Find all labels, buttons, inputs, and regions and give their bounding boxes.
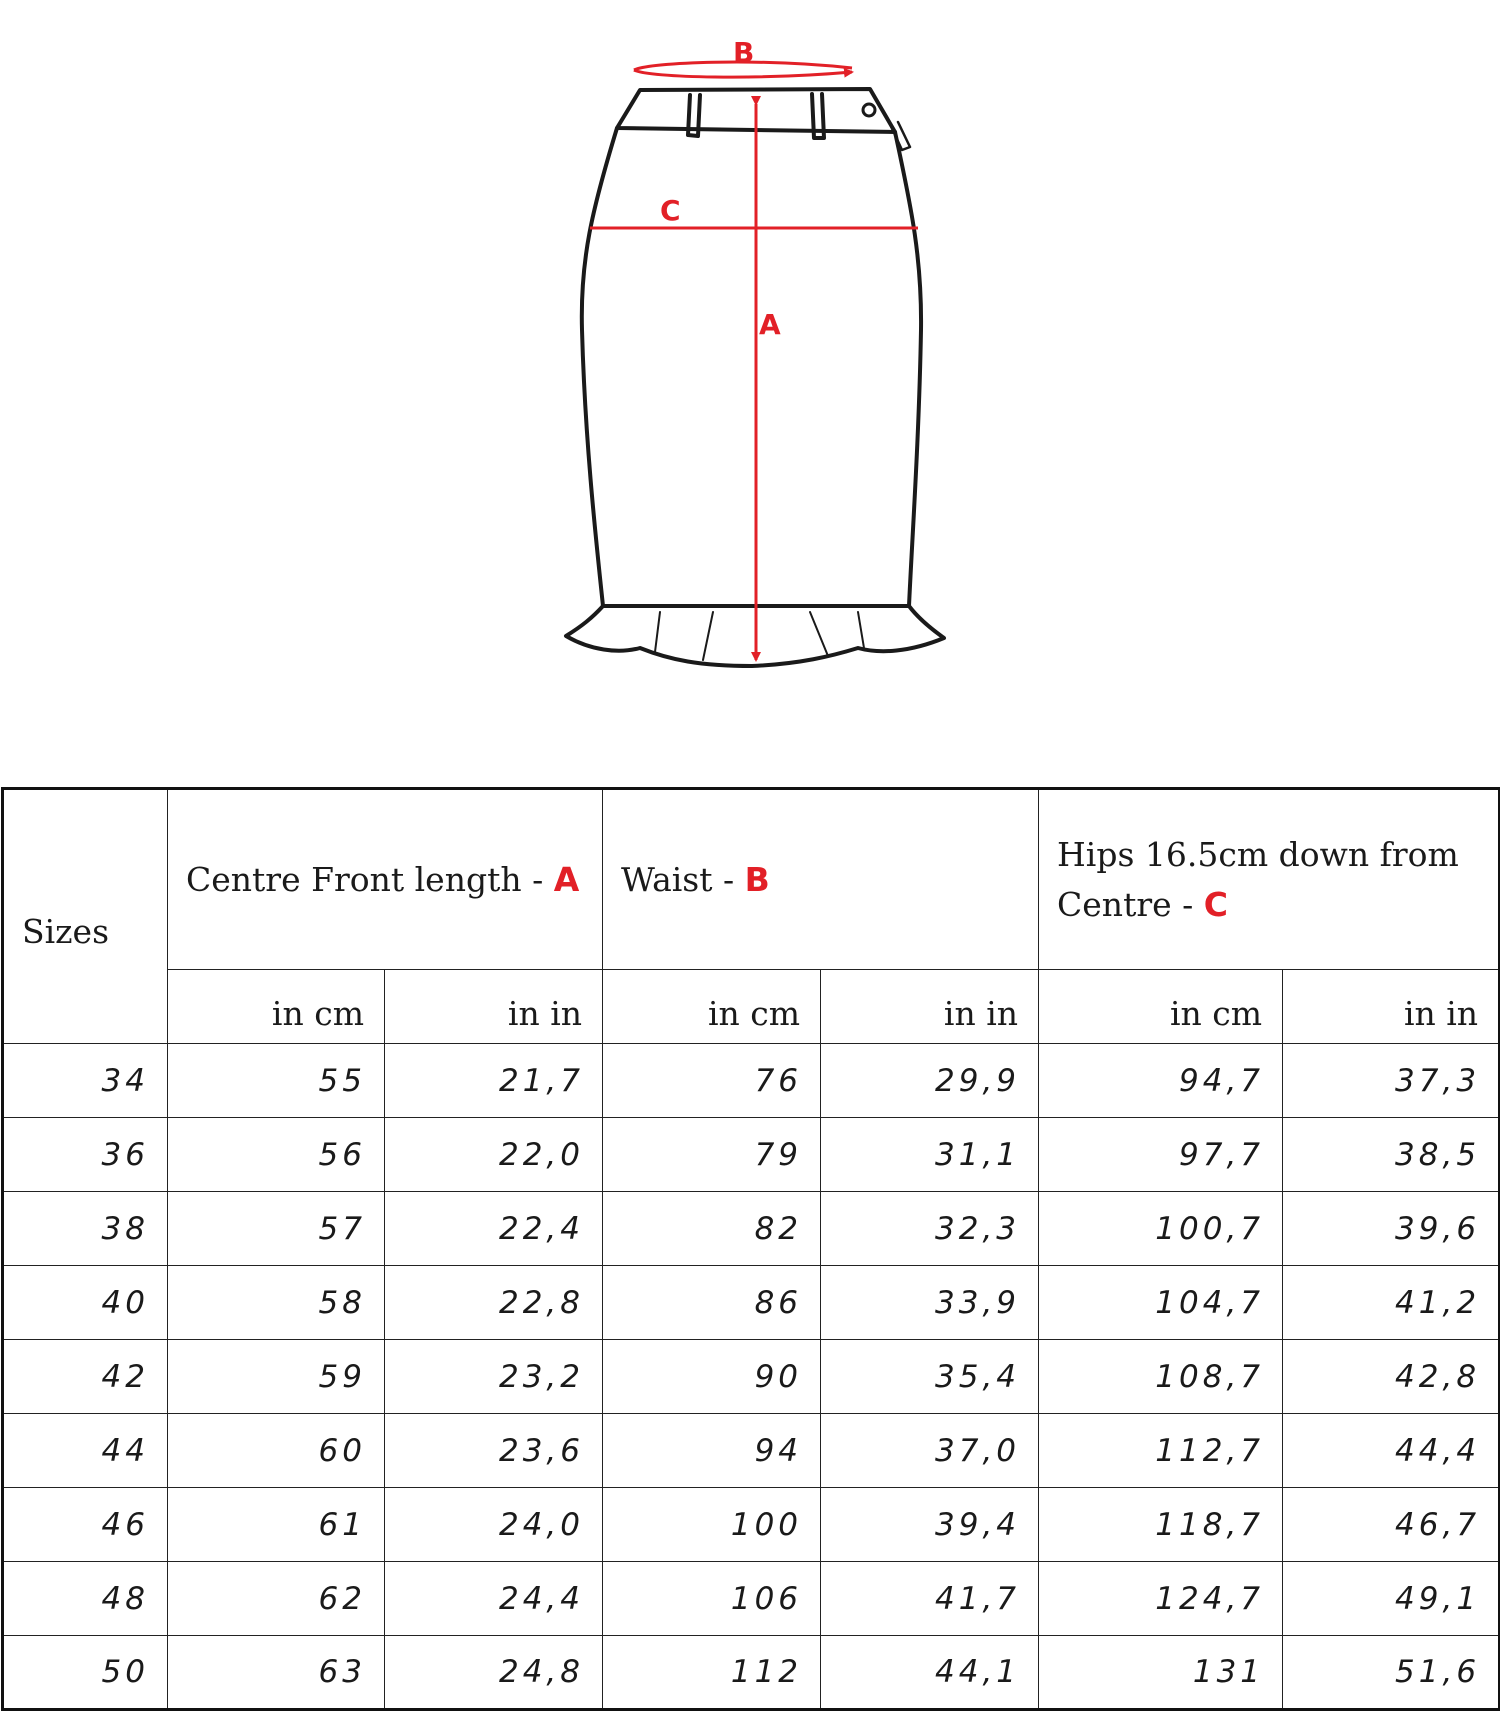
- header-b-letter: B: [744, 859, 770, 899]
- cell-waist-cm: 82: [603, 1192, 821, 1266]
- header-waist: [603, 789, 1039, 970]
- cell-length-cm: 57: [168, 1192, 385, 1266]
- cell-size: 46: [3, 1488, 168, 1562]
- cell-length-in: 23,6: [385, 1414, 603, 1488]
- table-row: [3, 1044, 1500, 1118]
- cell-length-cm: 60: [168, 1414, 385, 1488]
- cell-length-cm: 59: [168, 1340, 385, 1414]
- cell-hips-in: 39,6: [1283, 1192, 1500, 1266]
- cell-hips-in: 46,7: [1283, 1488, 1500, 1562]
- table-row: [3, 1562, 1500, 1636]
- cell-hips-cm: 131: [1039, 1636, 1283, 1710]
- cell-size: 50: [3, 1636, 168, 1710]
- header-a-text: Centre Front length -: [186, 859, 554, 899]
- cell-waist-in: 41,7: [821, 1562, 1039, 1636]
- cell-length-cm: 63: [168, 1636, 385, 1710]
- header-hips: [1039, 789, 1500, 970]
- header-b-text: Waist -: [621, 859, 745, 899]
- cell-waist-cm: 112: [603, 1636, 821, 1710]
- cell-waist-in: 35,4: [821, 1340, 1039, 1414]
- cell-size: 34: [3, 1044, 168, 1118]
- cell-hips-in: 38,5: [1283, 1118, 1500, 1192]
- cell-hips-cm: 104,7: [1039, 1266, 1283, 1340]
- cell-waist-in: 44,1: [821, 1636, 1039, 1710]
- size-table: [1, 787, 1500, 1711]
- cell-waist-in: 29,9: [821, 1044, 1039, 1118]
- label-a: A: [759, 308, 781, 341]
- unit-c-cm: in cm: [1039, 970, 1283, 1044]
- unit-a-in: in in: [385, 970, 603, 1044]
- cell-hips-in: 37,3: [1283, 1044, 1500, 1118]
- sizes-header: Sizes: [3, 789, 168, 1044]
- table-row: [3, 1636, 1500, 1710]
- cell-hips-cm: 97,7: [1039, 1118, 1283, 1192]
- cell-waist-in: 39,4: [821, 1488, 1039, 1562]
- unit-c-in: in in: [1283, 970, 1500, 1044]
- cell-waist-cm: 94: [603, 1414, 821, 1488]
- cell-hips-cm: 108,7: [1039, 1340, 1283, 1414]
- label-b: B: [733, 36, 755, 69]
- cell-waist-in: 33,9: [821, 1266, 1039, 1340]
- size-rows: [3, 1044, 1500, 1710]
- cell-size: 48: [3, 1562, 168, 1636]
- cell-size: 36: [3, 1118, 168, 1192]
- cell-size: 38: [3, 1192, 168, 1266]
- cell-hips-cm: 94,7: [1039, 1044, 1283, 1118]
- measurement-lines: [590, 62, 918, 660]
- cell-waist-in: 32,3: [821, 1192, 1039, 1266]
- cell-hips-cm: 100,7: [1039, 1192, 1283, 1266]
- header-c-letter: C: [1203, 884, 1228, 924]
- cell-length-in: 22,8: [385, 1266, 603, 1340]
- cell-hips-cm: 124,7: [1039, 1562, 1283, 1636]
- header-c-line1: Hips 16.5cm down from: [1057, 834, 1459, 874]
- label-c: C: [660, 194, 681, 227]
- cell-length-cm: 56: [168, 1118, 385, 1192]
- table-row: [3, 1414, 1500, 1488]
- table-row: [3, 1266, 1500, 1340]
- cell-length-in: 23,2: [385, 1340, 603, 1414]
- cell-waist-cm: 79: [603, 1118, 821, 1192]
- cell-size: 42: [3, 1340, 168, 1414]
- cell-hips-in: 49,1: [1283, 1562, 1500, 1636]
- table-row: [3, 1340, 1500, 1414]
- cell-hips-cm: 112,7: [1039, 1414, 1283, 1488]
- cell-length-cm: 61: [168, 1488, 385, 1562]
- cell-length-in: 22,0: [385, 1118, 603, 1192]
- cell-size: 44: [3, 1414, 168, 1488]
- cell-length-cm: 58: [168, 1266, 385, 1340]
- cell-waist-cm: 100: [603, 1488, 821, 1562]
- table-row: [3, 1192, 1500, 1266]
- cell-size: 40: [3, 1266, 168, 1340]
- cell-hips-in: 44,4: [1283, 1414, 1500, 1488]
- header-centre-front-length: [168, 789, 603, 970]
- cell-length-in: 22,4: [385, 1192, 603, 1266]
- cell-length-in: 24,0: [385, 1488, 603, 1562]
- cell-hips-in: 42,8: [1283, 1340, 1500, 1414]
- unit-b-in: in in: [821, 970, 1039, 1044]
- cell-hips-in: 41,2: [1283, 1266, 1500, 1340]
- skirt-measurement-diagram: [0, 0, 1500, 700]
- cell-waist-cm: 106: [603, 1562, 821, 1636]
- cell-length-in: 24,4: [385, 1562, 603, 1636]
- cell-waist-in: 31,1: [821, 1118, 1039, 1192]
- unit-b-cm: in cm: [603, 970, 821, 1044]
- table-row: [3, 1118, 1500, 1192]
- cell-waist-in: 37,0: [821, 1414, 1039, 1488]
- cell-waist-cm: 86: [603, 1266, 821, 1340]
- table-row: [3, 1488, 1500, 1562]
- cell-waist-cm: 90: [603, 1340, 821, 1414]
- cell-waist-cm: 76: [603, 1044, 821, 1118]
- header-c-line2: Centre -: [1057, 884, 1204, 924]
- cell-length-cm: 55: [168, 1044, 385, 1118]
- cell-length-cm: 62: [168, 1562, 385, 1636]
- unit-a-cm: in cm: [168, 970, 385, 1044]
- header-a-letter: A: [553, 859, 580, 899]
- cell-hips-in: 51,6: [1283, 1636, 1500, 1710]
- cell-length-in: 21,7: [385, 1044, 603, 1118]
- cell-hips-cm: 118,7: [1039, 1488, 1283, 1562]
- cell-length-in: 24,8: [385, 1636, 603, 1710]
